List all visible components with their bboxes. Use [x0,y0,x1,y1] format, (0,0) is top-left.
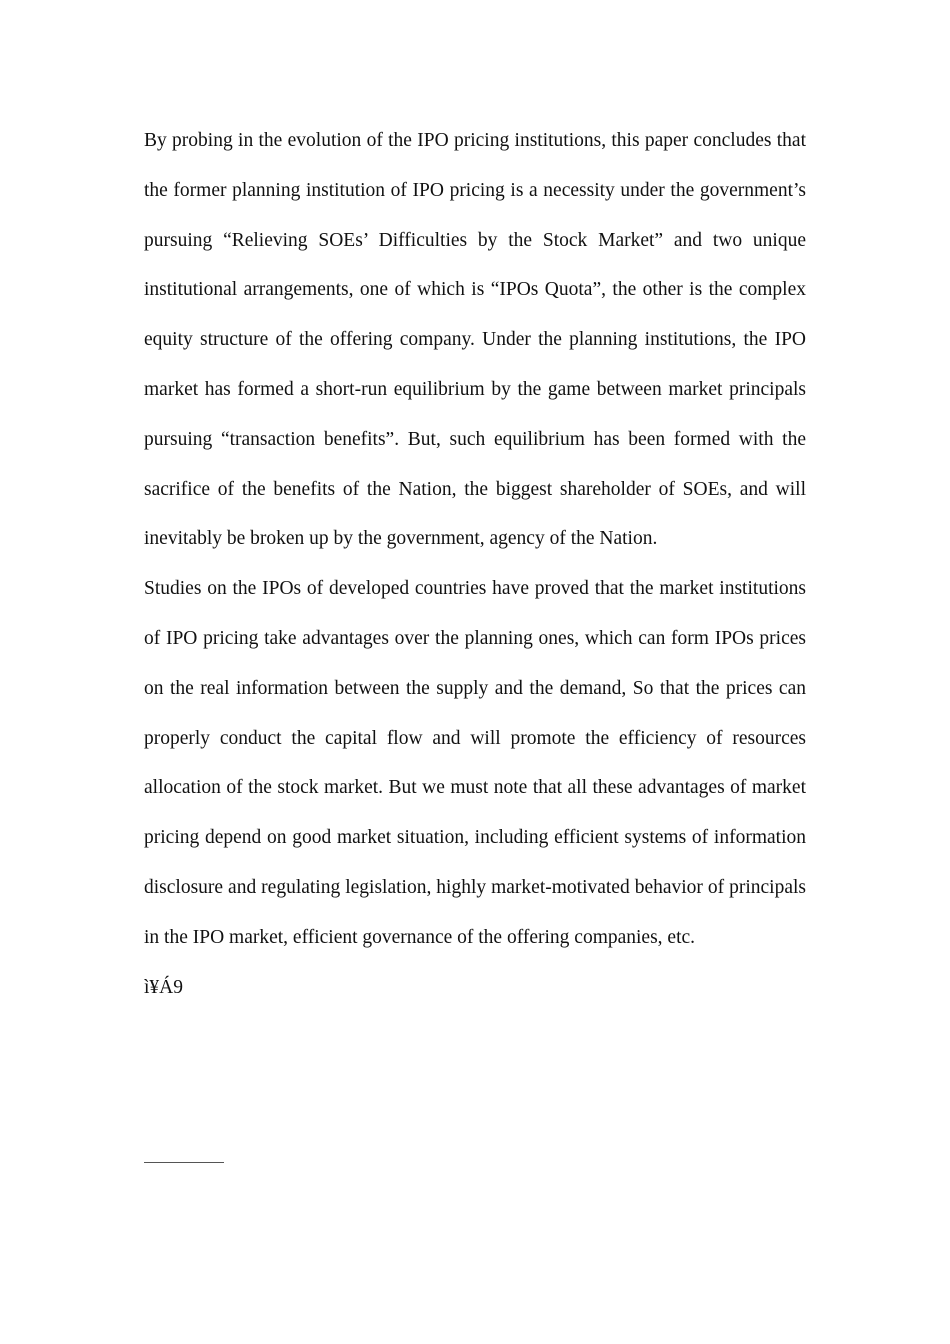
paragraph-1: By probing in the evolution of the IPO pricing institutions, this paper concludes that the former planning institution of IPO pricing is a necessity under the government’s pursuing “Relieving SOEs’ Difficulties by the Stock Market” and two unique institutional arrangements, one of which is “IPOs Quota”, the other is the complex equity structure of the offering company. Under the planning institutions, the IPO market has formed a short-run equilibrium by the game between market principals pursuing “transaction benefits”. But, such equilibrium has been formed with the sacrifice of the benefits of the Nation, the biggest shareholder of SOEs, and will inevitably be broken up by the government, agency of the Nation. [144,130,806,550]
paragraph-2: Studies on the IPOs of developed countries have proved that the market institutions of IPO pricing take advantages over the planning ones, which can form IPOs prices on the real information between the supply and the demand, So that the prices can properly conduct the capital flow and will promote the efficiency of resources allocation of the stock market. But we must note that all these advantages of market pricing depend on good market situation, including efficient systems of information disclosure and regulating legislation, highly market-motivated behavior of principals in the IPO market, efficient governance of the offering companies, etc. [144,578,806,948]
body-text [144,116,806,1012]
trailing-characters: ì¥Á9 [144,976,183,998]
footnote-separator [144,1162,224,1163]
